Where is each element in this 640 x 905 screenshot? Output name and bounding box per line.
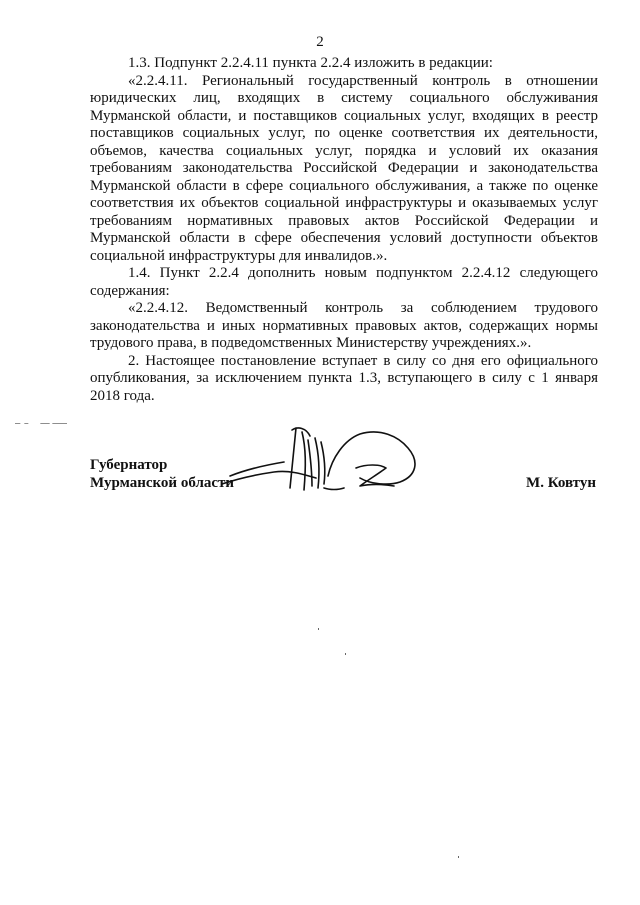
document-body: [90, 55, 598, 405]
paragraph-2-2-4-11: «2.2.4.11. Региональный государственный контроль в отношении юридических лиц, входящих в систему социального обслуживания Мурманской области, и поставщиков социальных услуг, входящих в реестр поставщиков социальных услуг, по оценке соответствия их деятельности, объемов, качества социальных услуг, порядка и условий их оказания требованиям законодательства Российской Федерации и законодательства Мурманской области в сфере социального обслуживания, а также по оценке соответствия их объектов социальной инфраструктуры и оказываемых услуг требованиям нормативных правовых актов Российской Федерации и Мурманской области в сфере обеспечения условий доступности объектов социальной инфраструктуры для инвалидов.».: [90, 72, 598, 264]
paragraph-2-2-4-12: «2.2.4.12. Ведомственный контроль за соблюдением трудового законодательства и иных нормативных правовых актов, содержащих нормы трудового права, в подведомственных Министерству учреждениях.».: [90, 300, 598, 351]
scan-speck: [345, 653, 346, 655]
paragraph-2-effective-date: 2. Настоящее постановление вступает в силу со дня его официального опубликования, за исключением пункта 1.3, вступающего в силу с 1 января 2018 года.: [90, 352, 598, 404]
paragraph-1-4: 1.4. Пункт 2.2.4 дополнить новым подпунктом 2.2.4.12 следующего содержания:: [90, 265, 598, 299]
page-number: 2: [316, 34, 324, 50]
signatory-title-line2: Мурманской области: [90, 475, 235, 491]
handwritten-signature: [220, 418, 440, 500]
scan-speck: [458, 856, 459, 858]
signatory-title-line1: Губернатор: [90, 457, 168, 473]
scan-speck: [318, 628, 319, 630]
paragraph-1-3: 1.3. Подпункт 2.2.4.11 пункта 2.2.4 изложить в редакции:: [128, 55, 493, 71]
signatory-title: [90, 456, 234, 492]
signatory-name: М. Ковтун: [526, 475, 596, 491]
scan-artifact-line: [0, 423, 90, 425]
